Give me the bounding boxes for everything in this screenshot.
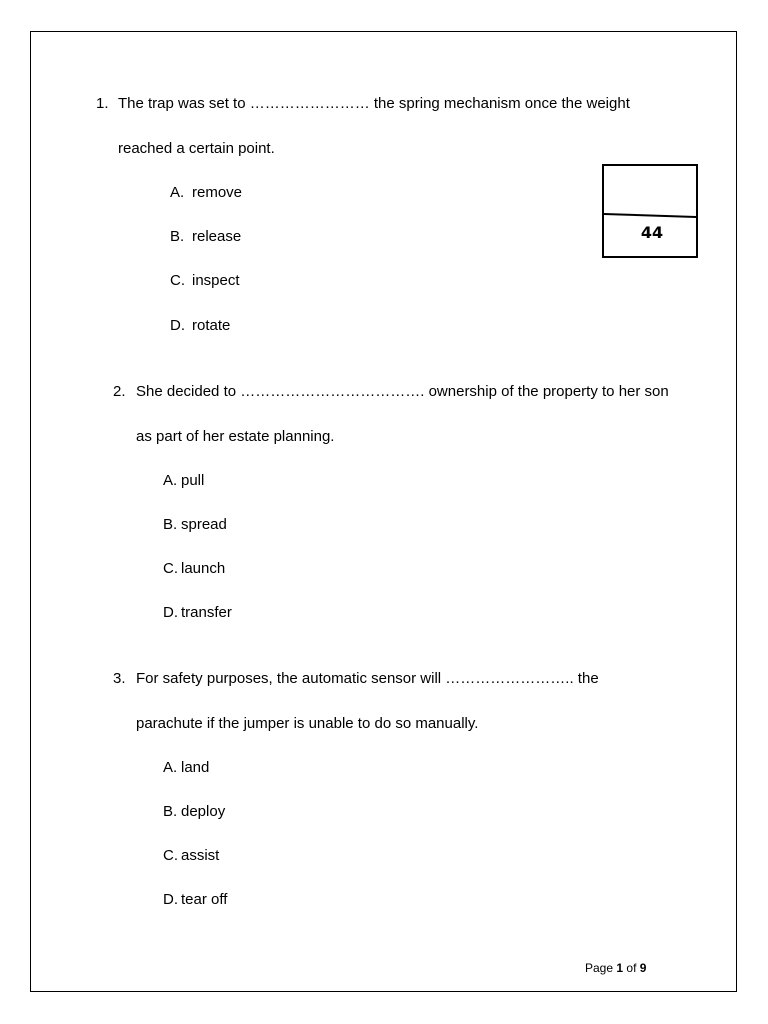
question-1-option-b-letter: B. (170, 228, 185, 245)
question-3-number: 3. (113, 670, 126, 687)
question-2-option-d-text: transfer (181, 604, 232, 621)
question-3-option-b-text: deploy (181, 803, 226, 820)
page-footer (585, 961, 646, 975)
question-3-option-d-letter: D. (163, 891, 178, 908)
score-value: 44 (640, 223, 664, 242)
question-3-option-a-text: land (181, 759, 210, 776)
question-1-option-d-text: rotate (192, 317, 231, 334)
question-1-option-a-text: remove (192, 184, 243, 201)
footer-page-word: Page (585, 961, 614, 975)
question-2-option-a-text: pull (181, 472, 205, 489)
question-2-option-c-letter: C. (163, 560, 178, 577)
question-2-text-line-2: as part of her estate planning. (136, 428, 335, 445)
score-box-divider (604, 166, 696, 256)
question-3-option-b-letter: B. (163, 803, 178, 820)
question-1-text-line-2: reached a certain point. (118, 140, 275, 157)
question-2-option-b-letter: B. (163, 516, 178, 533)
question-1-option-a-letter: A. (170, 184, 185, 201)
question-2-option-d-letter: D. (163, 604, 178, 621)
question-3-option-c-letter: C. (163, 847, 178, 864)
question-1-option-c-text: inspect (192, 272, 240, 289)
footer-current-page: 1 (616, 961, 624, 975)
question-2-number: 2. (113, 383, 126, 400)
question-3-option-c-text: assist (181, 847, 220, 864)
footer-of-word: of (626, 961, 637, 975)
question-1-option-b-text: release (192, 228, 242, 245)
question-1-text-line-1: The trap was set to …………………… the spring mechanism once the weight (118, 95, 630, 112)
question-3-option-a-letter: A. (163, 759, 178, 776)
question-1-option-d-letter: D. (170, 317, 185, 334)
question-2-option-c-text: launch (181, 560, 226, 577)
question-1-option-c-letter: C. (170, 272, 185, 289)
score-box (602, 164, 698, 258)
question-2-text-line-1: She decided to ………………………………. ownership of the property to her son (136, 383, 669, 400)
question-2-option-b-text: spread (181, 516, 227, 533)
footer-total-pages: 9 (639, 961, 647, 975)
question-2-option-a-letter: A. (163, 472, 178, 489)
question-3-option-d-text: tear off (181, 891, 228, 908)
question-1-number: 1. (96, 95, 109, 112)
question-3-text-line-1: For safety purposes, the automatic sensor will …………………….. the (136, 670, 599, 687)
question-3-text-line-2: parachute if the jumper is unable to do so manually. (136, 715, 479, 732)
